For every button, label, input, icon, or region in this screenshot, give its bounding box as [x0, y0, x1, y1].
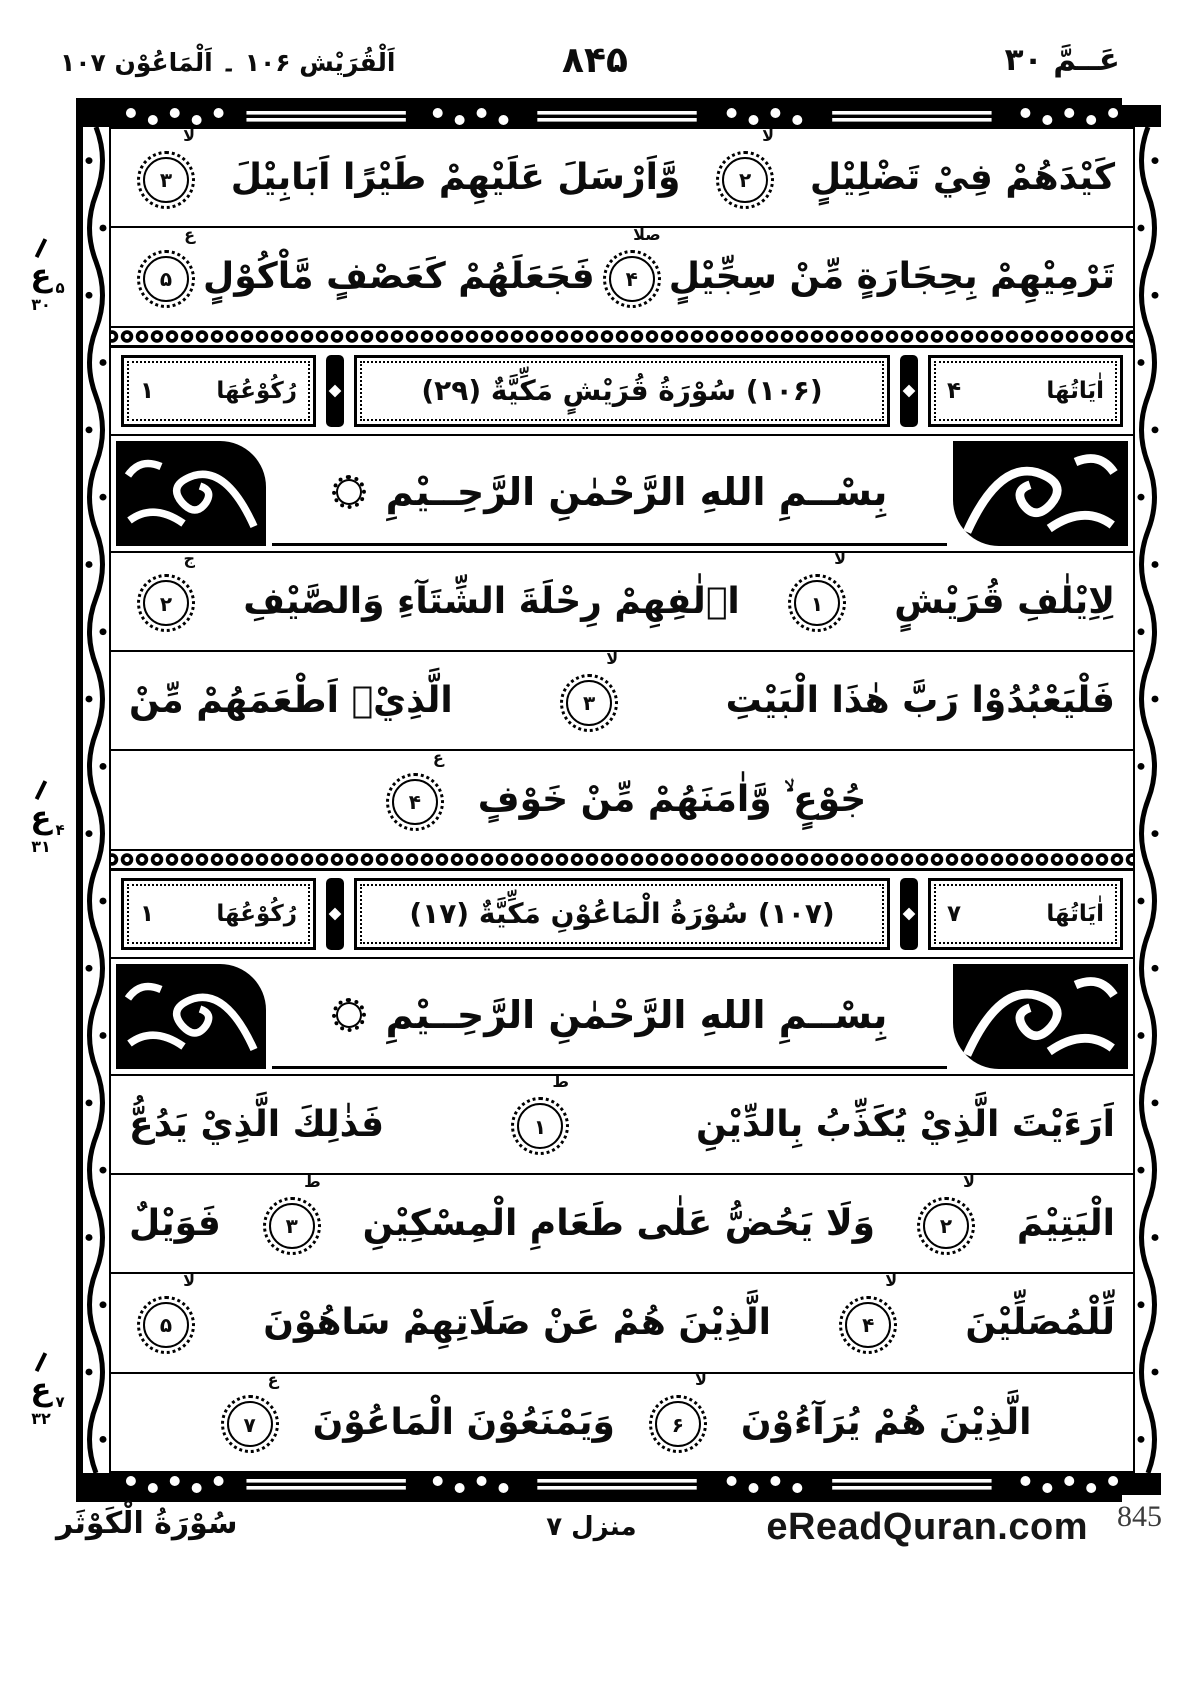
- ayah-marker-icon: [227, 1371, 279, 1447]
- ruku-count-panel: [121, 355, 316, 427]
- ayah-marker-icon: [143, 1272, 195, 1348]
- border-ornament-left: [83, 127, 109, 1473]
- ayah-marker-icon: [143, 129, 196, 203]
- ayah-marker-icon: [392, 749, 444, 825]
- border-ornament-top: [109, 105, 1135, 127]
- panel-divider-ornament: [326, 878, 344, 950]
- ayah-number: ۵: [159, 1313, 173, 1338]
- ayah-marker-icon: [923, 1172, 975, 1249]
- bismillah-bar: [111, 957, 1133, 1074]
- bismillah-text: بِسْــمِ اللهِ الرَّحْمٰنِ الرَّحِــيْمِ: [385, 992, 888, 1037]
- beads-ornament: [111, 328, 1133, 348]
- ayah-marker-icon: [269, 1172, 321, 1249]
- verse-text: الَّذِيْۤ اَطْعَمَهُمْ مِّنْ: [129, 679, 453, 721]
- ruku-label: رُكُوْعُهَا: [216, 377, 297, 404]
- waqf-mark: لا: [834, 550, 846, 569]
- running-header: [0, 40, 1190, 92]
- header-juz-label: عَــمَّ ۳۰: [1004, 42, 1120, 78]
- verse-line-maun-2-3: [111, 1173, 1133, 1272]
- bismillah-text: بِسْــمِ اللهِ الرَّحْمٰنِ الرَّحِــيْمِ: [385, 469, 888, 514]
- waqf-mark: ع: [432, 749, 444, 767]
- verse-text: لِّلْمُصَلِّيْنَ: [965, 1302, 1116, 1344]
- ayat-count: ۷: [947, 900, 962, 927]
- verse-text: فَذٰلِكَ الَّذِيْ يَدُعُّ: [129, 1103, 385, 1145]
- verse-line-fil-4-5: [111, 226, 1133, 325]
- verse-text: فَوَيْلٌ: [129, 1202, 221, 1244]
- ruku-label: رُكُوْعُهَا: [216, 900, 297, 927]
- rosette-icon: [332, 475, 366, 509]
- waqf-mark: ط: [304, 1172, 321, 1191]
- ruku-dash: [35, 238, 47, 258]
- surah-title-bar-quraysh: [111, 326, 1133, 434]
- verse-line-maun-6-7: [111, 1372, 1133, 1471]
- ayah-marker-icon: [609, 226, 661, 302]
- ayah-marker-icon: [143, 226, 195, 302]
- waqf-mark: لا: [885, 1272, 898, 1290]
- ayat-count: ۴: [947, 377, 962, 404]
- ayah-marker-icon: [566, 649, 619, 726]
- page-number: 845: [1117, 1500, 1162, 1533]
- surah-title: (۱۰۷) سُوْرَةُ الْمَاعُوْنِ مَكِّيَّةٌ (۱۷): [354, 878, 890, 950]
- ayah-number: ۷: [243, 1412, 256, 1437]
- waqf-mark: لا: [606, 649, 619, 668]
- text-block: [109, 127, 1135, 1473]
- ayah-marker-icon: [143, 550, 195, 626]
- floral-corner-ornament: [116, 964, 266, 1069]
- frame-corner: [1135, 1473, 1161, 1495]
- surah-title: (۱۰۶) سُوْرَةُ قُرَيْشٍ مَكِّيَّةٌ (۲۹): [354, 355, 890, 427]
- verse-text: وَيَمْنَعُوْنَ الْمَاعُوْنَ: [312, 1401, 615, 1443]
- verse-text: وَلَا يَحُضُّ عَلٰى طَعَامِ الْمِسْكِيْنِ: [362, 1202, 876, 1244]
- waqf-mark: ع: [184, 226, 195, 244]
- verse-text: اَرَءَيْتَ الَّذِيْ يُكَذِّبُ بِالدِّيْنِ: [695, 1103, 1116, 1145]
- waqf-mark: لا: [694, 1371, 707, 1390]
- ayat-count-panel: [928, 355, 1123, 427]
- ayah-number: ۴: [408, 790, 421, 815]
- verse-line-quraysh-4: [111, 749, 1133, 848]
- verse-line-fil-2-3: [111, 129, 1133, 226]
- header-surah-range: اَلْقُرَيْش ۱۰۶ ۔ اَلْمَاعُوْن ۱۰۷: [60, 48, 396, 77]
- ain-ruku-icon: ع ۷: [30, 1372, 65, 1411]
- waqf-mark: لا: [183, 1272, 195, 1290]
- ayah-number: ۴: [862, 1313, 875, 1338]
- verse-text: تَرْمِيْهِمْ بِحِجَارَةٍ مِّنْ سِجِّيْلٍ: [668, 256, 1116, 298]
- verse-text: لِاِيْلٰفِ قُرَيْشٍ: [894, 580, 1116, 622]
- verse-line-quraysh-1-2: [111, 551, 1133, 650]
- panel-divider-ornament: [900, 878, 918, 950]
- verse-line-maun-1: [111, 1074, 1133, 1173]
- waqf-mark: لا: [963, 1172, 975, 1191]
- frame-corner: [1135, 105, 1161, 127]
- verse-line-quraysh-3: [111, 650, 1133, 749]
- ayah-number: ۲: [738, 168, 752, 193]
- ayat-label: اٰيَاتُهَا: [1046, 900, 1105, 927]
- verse-text: اٖلٰفِهِمْ رِحْلَةَ الشِّتَآءِ وَالصَّيْفِ: [243, 580, 740, 622]
- margin-ruku-marker: [18, 238, 64, 314]
- page-frame: [76, 98, 1122, 1502]
- ruku-count-panel: [121, 878, 316, 950]
- waqf-mark: ج: [183, 550, 195, 569]
- border-ornament-bottom: [109, 1473, 1135, 1495]
- ruku-count: ۱: [140, 900, 155, 927]
- ayah-marker-icon: [655, 1371, 707, 1447]
- ayah-number: ۳: [285, 1214, 298, 1239]
- ruku-dash: [35, 1352, 47, 1372]
- verse-text: الَّذِيْنَ هُمْ عَنْ صَلَاتِهِمْ سَاهُوْنَ: [263, 1302, 771, 1344]
- ayah-number: ۵: [159, 267, 173, 292]
- ayah-marker-icon: [845, 1272, 898, 1348]
- ayah-marker-icon: [794, 550, 846, 626]
- floral-corner-ornament: [953, 964, 1128, 1069]
- ayah-marker-icon: [517, 1073, 570, 1149]
- verse-text: فَجَعَلَهُمْ كَعَصْفٍ مَّاْكُوْلٍ: [203, 256, 595, 298]
- ruku-number: ۳۲: [31, 1409, 51, 1428]
- header-page-number-arabic: ۸۴۵: [562, 40, 628, 81]
- ayah-number: ۲: [159, 591, 173, 616]
- bismillah-text-wrap: [272, 964, 947, 1069]
- ain-ruku-icon: ع ۴: [30, 800, 65, 839]
- ayah-number: ۳: [583, 691, 596, 716]
- waqf-mark: ط: [552, 1073, 570, 1092]
- floral-corner-ornament: [116, 441, 266, 546]
- border-ornament-right: [1135, 127, 1161, 1473]
- frame-corner: [83, 105, 109, 127]
- verse-text: كَيْدَهُمْ فِيْ تَضْلِيْلٍ: [809, 156, 1116, 198]
- verse-text: وَّاَرْسَلَ عَلَيْهِمْ طَيْرًا اَبَابِيْلَ: [230, 156, 681, 198]
- ayah-number: ۳: [159, 168, 173, 193]
- panel-divider-ornament: [326, 355, 344, 427]
- waqf-mark: لا: [762, 129, 775, 145]
- verse-text: الْيَتِيْمَ: [1016, 1202, 1116, 1244]
- verse-line-maun-4-5: [111, 1272, 1133, 1371]
- manzil-label: منزل ۷: [546, 1512, 637, 1542]
- ruku-count: ۱: [140, 377, 155, 404]
- ruku-number: ۳۱: [31, 837, 51, 856]
- margin-ruku-marker: [18, 1352, 64, 1428]
- ruku-number: ۳۰: [31, 295, 51, 314]
- floral-corner-ornament: [953, 441, 1128, 546]
- ayah-number: ۲: [939, 1214, 953, 1239]
- site-watermark: eReadQuran.com: [766, 1506, 1088, 1548]
- ayat-label: اٰيَاتُهَا: [1046, 377, 1105, 404]
- ayah-number: ۴: [625, 267, 638, 292]
- ayah-number: ۶: [671, 1412, 684, 1437]
- frame-corner: [83, 1473, 109, 1495]
- rosette-icon: [332, 998, 366, 1032]
- ruku-dash: [35, 780, 47, 800]
- bismillah-text-wrap: [272, 441, 947, 546]
- verse-text: الَّذِيْنَ هُمْ يُرَآءُوْنَ: [740, 1401, 1032, 1443]
- catchword-next-surah: سُوْرَةُ الْكَوْثَر: [56, 1506, 238, 1541]
- verse-text: فَلْيَعْبُدُوْا رَبَّ هٰذَا الْبَيْتِ: [725, 679, 1116, 721]
- waqf-mark: لا: [183, 129, 196, 145]
- bismillah-bar: [111, 434, 1133, 551]
- waqf-mark: ع: [267, 1371, 279, 1390]
- margin-ruku-marker: [18, 780, 64, 856]
- ayah-marker-icon: [722, 129, 775, 203]
- panel-divider-ornament: [900, 355, 918, 427]
- ayat-count-panel: [928, 878, 1123, 950]
- waqf-mark: صلا: [633, 226, 661, 244]
- ayah-number: ۱: [533, 1114, 547, 1139]
- ain-ruku-icon: ع ۵: [30, 258, 65, 297]
- surah-title-bar-maun: [111, 849, 1133, 957]
- ayah-number: ۱: [810, 591, 824, 616]
- beads-ornament: [111, 851, 1133, 871]
- verse-text: جُوْعٍ ۙ وَّاٰمَنَهُمْ مِّنْ خَوْفٍ: [477, 779, 867, 821]
